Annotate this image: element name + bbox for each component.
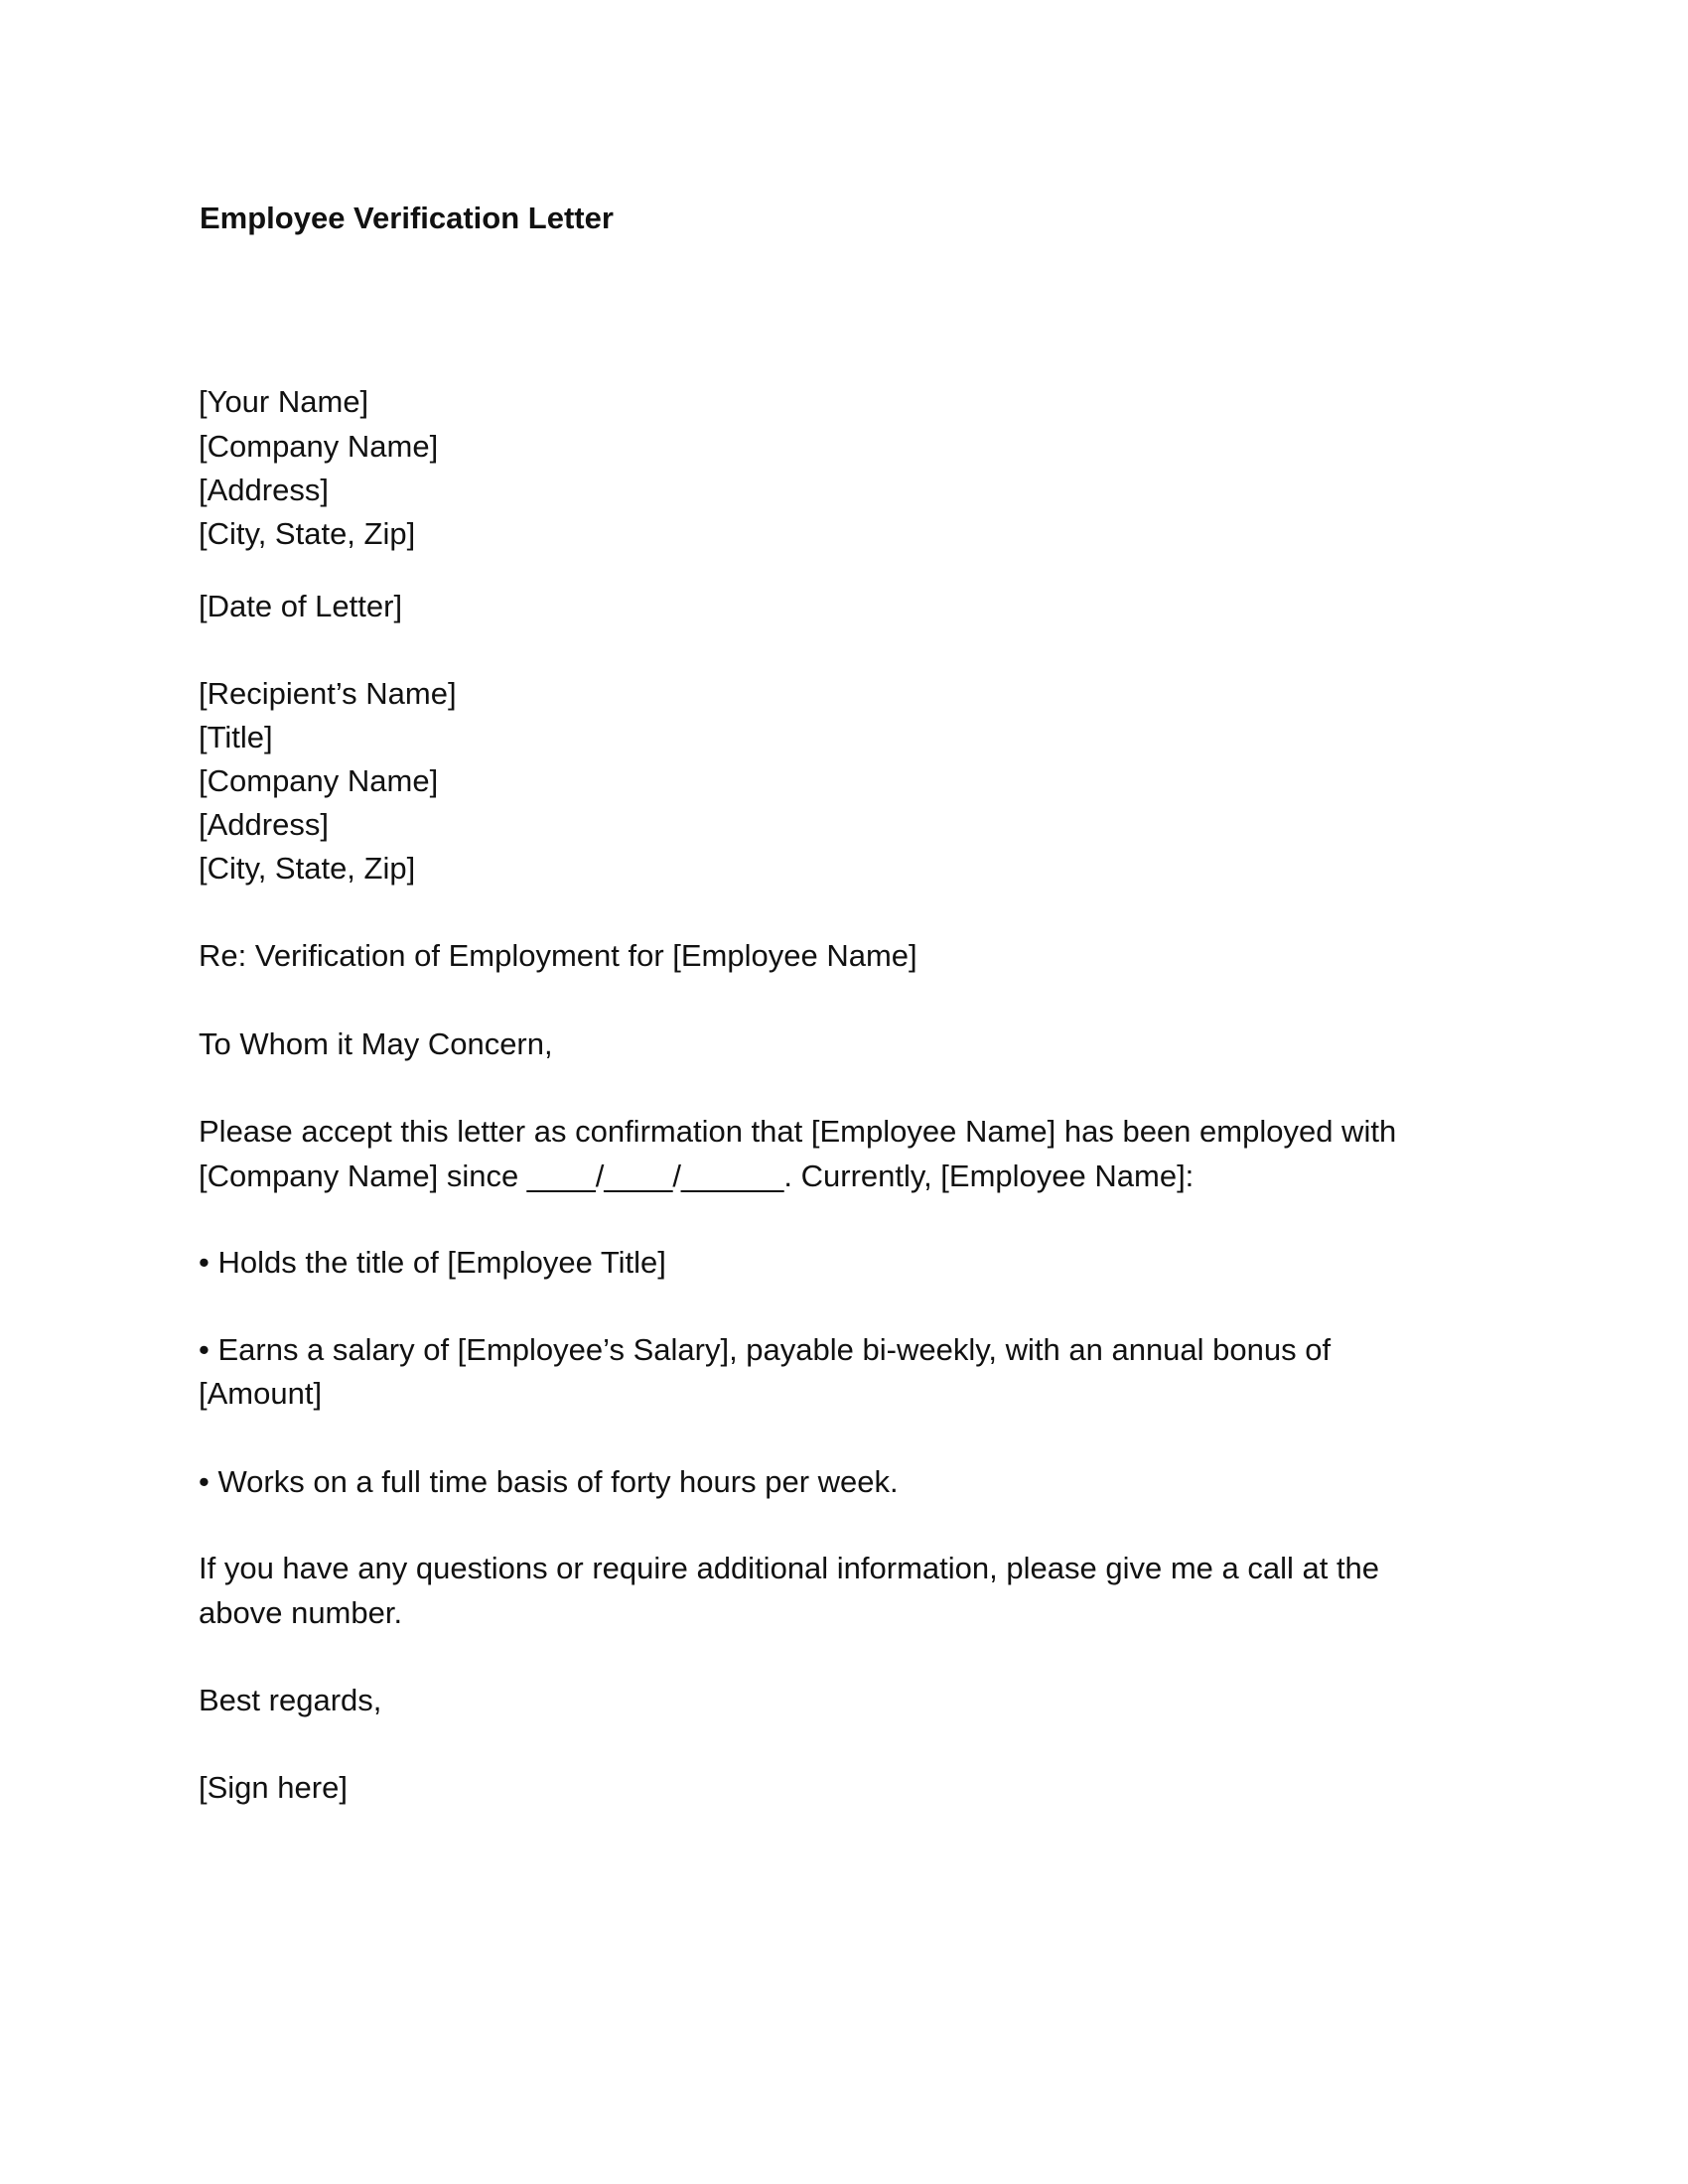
- letter-date: [Date of Letter]: [199, 589, 403, 623]
- sign-off: Best regards,: [199, 1683, 382, 1717]
- intro-line-1: Please accept this letter as confirmation that [Employee Name] has been employed with: [199, 1114, 1397, 1149]
- sender-name: [Your Name]: [199, 384, 369, 419]
- sender-city-state-zip: [City, State, Zip]: [199, 516, 416, 551]
- bullet-item-hours: • Works on a full time basis of forty hours per week.: [199, 1464, 899, 1499]
- recipient-address: [Address]: [199, 807, 329, 842]
- recipient-title: [Title]: [199, 720, 273, 754]
- document-title: Employee Verification Letter: [200, 201, 614, 235]
- bullet-item-salary-continued: [Amount]: [199, 1376, 323, 1411]
- recipient-name: [Recipient’s Name]: [199, 676, 457, 711]
- closing-line-2: above number.: [199, 1595, 403, 1630]
- subject-line: Re: Verification of Employment for [Employee Name]: [199, 938, 917, 973]
- bullet-item-title: • Holds the title of [Employee Title]: [199, 1245, 666, 1280]
- sender-company: [Company Name]: [199, 429, 439, 464]
- recipient-company: [Company Name]: [199, 763, 439, 798]
- salutation: To Whom it May Concern,: [199, 1026, 553, 1061]
- sender-address: [Address]: [199, 473, 329, 507]
- recipient-city-state-zip: [City, State, Zip]: [199, 851, 416, 886]
- intro-line-2: [Company Name] since ____/____/______. Currently, [Employee Name]:: [199, 1159, 1195, 1193]
- closing-line-1: If you have any questions or require additional information, please give me a call at the: [199, 1551, 1380, 1585]
- bullet-item-salary: • Earns a salary of [Employee’s Salary], payable bi-weekly, with an annual bonus of: [199, 1332, 1332, 1367]
- signature-placeholder: [Sign here]: [199, 1770, 348, 1805]
